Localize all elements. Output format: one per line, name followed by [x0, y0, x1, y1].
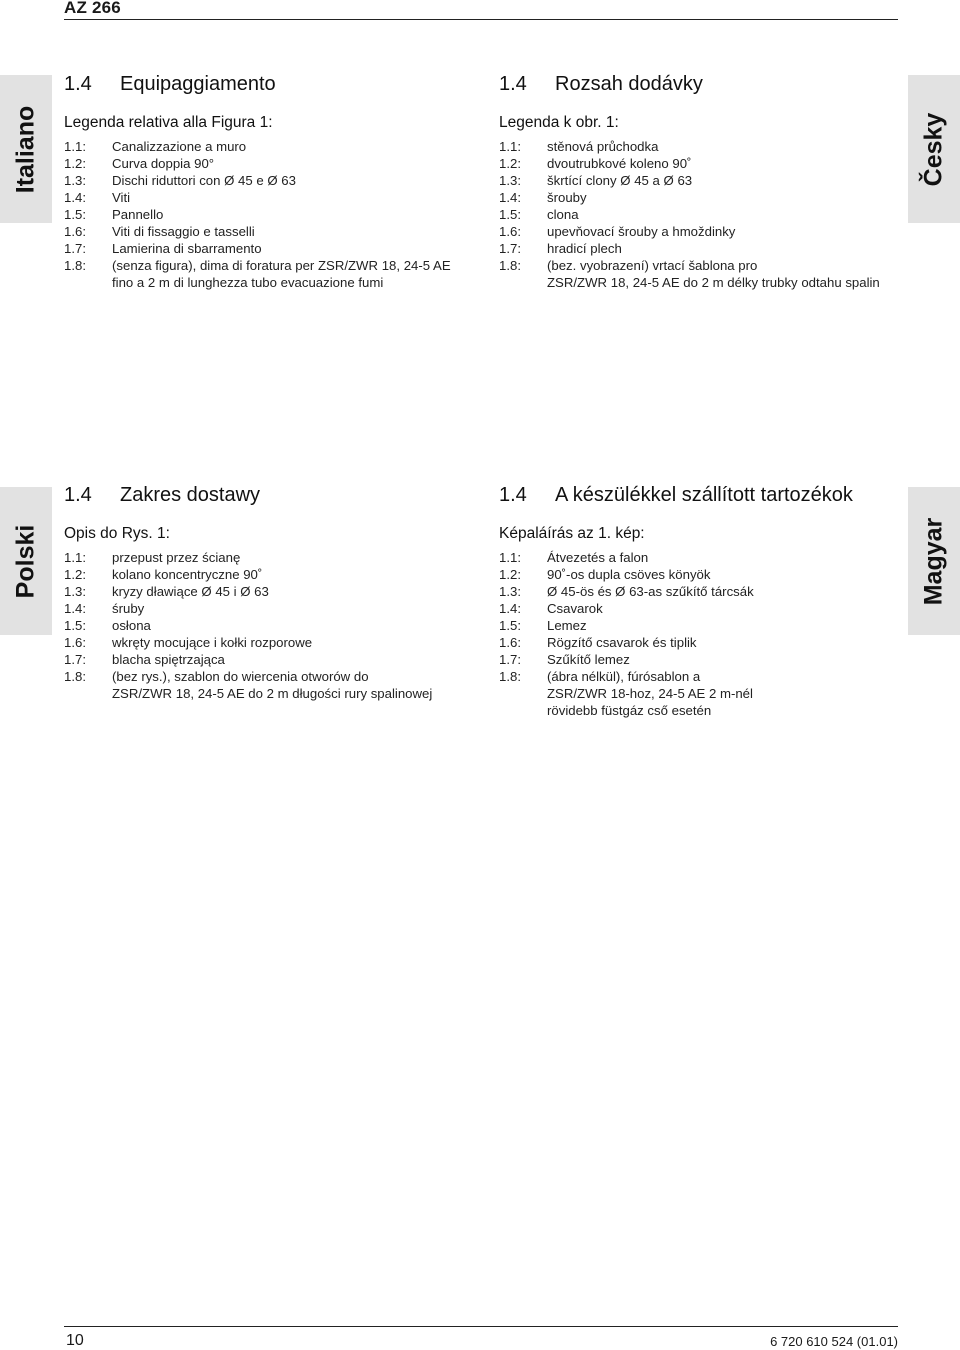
legend-title: Legenda relativa alla Figura 1: — [64, 114, 273, 131]
legend-item-text: (ábra nélkül), fúrósablon a — [547, 669, 701, 684]
legend-item-text: osłona — [112, 618, 151, 633]
legend-item-code — [499, 685, 547, 702]
legend-item-text: hradicí plech — [547, 241, 622, 256]
legend-item-code: 1.6: — [64, 224, 86, 239]
legend-item — [64, 685, 474, 702]
legend-item — [64, 600, 474, 617]
legend-item-text: Canalizzazione a muro — [112, 139, 247, 154]
legend-list — [64, 549, 474, 702]
legend-item-code — [64, 685, 112, 702]
legend-item — [64, 155, 474, 172]
legend-item-code: 1.8: — [499, 669, 521, 684]
legend-item — [64, 138, 474, 155]
legend-item-text: Szűkítő lemez — [547, 652, 630, 667]
legend-item-code: 1.5: — [64, 618, 86, 633]
language-tab-cesky — [908, 75, 960, 223]
legend-item-text: clona — [547, 207, 579, 222]
legend-item — [499, 702, 909, 719]
legend-item — [499, 274, 909, 291]
legend-item-text: blacha spiętrzająca — [112, 652, 225, 667]
legend-item-text: (bez. vyobrazení) vrtací šablona pro — [547, 258, 758, 273]
header-rule — [64, 19, 898, 20]
legend-item — [64, 223, 474, 240]
legend-item-code: 1.8: — [64, 258, 86, 273]
legend-item — [499, 651, 909, 668]
legend-item-code: 1.2: — [499, 156, 521, 171]
legend-item-code: 1.3: — [499, 173, 521, 188]
legend-item — [64, 240, 474, 257]
legend-item-code: 1.2: — [499, 567, 521, 582]
section-magyar — [499, 484, 909, 719]
legend-item-code: 1.7: — [64, 652, 86, 667]
section-italiano — [64, 73, 474, 291]
section-title: Equipaggiamento — [120, 73, 276, 95]
legend-item-code: 1.3: — [64, 173, 86, 188]
legend-item — [499, 634, 909, 651]
legend-item — [64, 566, 474, 583]
legend-item-text: ZSR/ZWR 18-hoz, 24-5 AE 2 m-nél — [547, 686, 753, 701]
legend-item-text: Pannello — [112, 207, 164, 222]
legend-item-code: 1.5: — [499, 207, 521, 222]
legend-item-code: 1.2: — [64, 567, 86, 582]
language-tab-magyar — [908, 487, 960, 635]
legend-item-code: 1.8: — [64, 669, 86, 684]
legend-item-code: 1.7: — [64, 241, 86, 256]
legend-title: Opis do Rys. 1: — [64, 525, 170, 542]
legend-item-code: 1.4: — [499, 190, 521, 205]
legend-item-text: śruby — [112, 601, 145, 616]
legend-item-text: Curva doppia 90° — [112, 156, 215, 171]
legend-item-text: (senza figura), dima di foratura per ZSR/ZWR 18, 24-5 AE — [112, 258, 451, 273]
section-number: 1.4 — [499, 73, 527, 95]
legend-item — [499, 223, 909, 240]
legend-item-code: 1.6: — [64, 635, 86, 650]
legend-item-code: 1.6: — [499, 224, 521, 239]
legend-item-code: 1.7: — [499, 652, 521, 667]
language-tab-label: Česky — [919, 112, 948, 186]
section-number: 1.4 — [64, 484, 92, 506]
legend-item-text: rövidebb füstgáz cső esetén — [547, 703, 712, 718]
legend-item-text: Viti — [112, 190, 131, 205]
legend-item-text: Átvezetés a falon — [547, 550, 649, 565]
legend-item — [64, 617, 474, 634]
language-tab-label: Magyar — [919, 517, 948, 605]
legend-item — [499, 257, 909, 274]
legend-item-code: 1.8: — [499, 258, 521, 273]
legend-item-code: 1.4: — [64, 601, 86, 616]
legend-item-code: 1.7: — [499, 241, 521, 256]
footer-rule — [64, 1326, 898, 1327]
legend-item-code — [499, 274, 547, 291]
legend-item-code: 1.1: — [64, 550, 86, 565]
legend-item-text: Lamierina di sbarramento — [112, 241, 262, 256]
legend-item-code: 1.4: — [64, 190, 86, 205]
legend-item — [64, 206, 474, 223]
legend-item-code: 1.3: — [499, 584, 521, 599]
legend-item — [499, 617, 909, 634]
legend-item — [64, 583, 474, 600]
legend-item-text: šrouby — [547, 190, 587, 205]
legend-item-text: dvoutrubkové koleno 90˚ — [547, 156, 692, 171]
legend-list — [499, 549, 909, 719]
section-heading — [64, 73, 474, 96]
legend-item — [64, 651, 474, 668]
legend-item — [64, 668, 474, 685]
legend-item-code: 1.1: — [64, 139, 86, 154]
section-heading — [499, 73, 909, 96]
legend-item-code: 1.5: — [64, 207, 86, 222]
legend-item — [499, 566, 909, 583]
section-number: 1.4 — [499, 484, 527, 506]
legend-title: Legenda k obr. 1: — [499, 114, 619, 131]
language-tab-label: Polski — [11, 524, 40, 598]
section-number: 1.4 — [64, 73, 92, 95]
legend-item-text: škrtící clony Ø 45 a Ø 63 — [547, 173, 693, 188]
legend-item-code: 1.5: — [499, 618, 521, 633]
legend-item-text: kryzy dławiące Ø 45 i Ø 63 — [112, 584, 269, 599]
legend-item-text: (bez rys.), szablon do wiercenia otworów do — [112, 669, 369, 684]
legend-item — [499, 583, 909, 600]
legend-item — [64, 549, 474, 566]
legend-item-text: Rögzítő csavarok és tiplik — [547, 635, 697, 650]
legend-item-text: upevňovací šrouby a hmoždinky — [547, 224, 736, 239]
page-number: 10 — [66, 1332, 84, 1349]
section-cesky — [499, 73, 909, 291]
legend-item-text: ZSR/ZWR 18, 24-5 AE do 2 m długości rury spalinowej — [112, 686, 433, 701]
legend-item-text: Dischi riduttori con Ø 45 e Ø 63 — [112, 173, 296, 188]
legend-item — [499, 685, 909, 702]
legend-item-code: 1.4: — [499, 601, 521, 616]
section-heading — [499, 484, 909, 507]
legend-item-text: stěnová průchodka — [547, 139, 659, 154]
legend-item-code: 1.1: — [499, 139, 521, 154]
legend-item — [499, 549, 909, 566]
legend-item — [64, 634, 474, 651]
section-polski — [64, 484, 474, 702]
section-title: A készülékkel szállított tartozékok — [555, 484, 853, 506]
legend-item-text: wkręty mocujące i kołki rozporowe — [112, 635, 313, 650]
legend-item — [499, 600, 909, 617]
document-code: 6 720 610 524 (01.01) — [770, 1334, 898, 1349]
section-title: Rozsah dodávky — [555, 73, 703, 95]
legend-list — [64, 138, 474, 291]
legend-item-code: 1.3: — [64, 584, 86, 599]
legend-item-text: ZSR/ZWR 18, 24-5 AE do 2 m délky trubky odtahu spalin — [547, 275, 880, 290]
legend-item-text: przepust przez ścianę — [112, 550, 241, 565]
legend-item — [64, 189, 474, 206]
legend-item — [64, 257, 474, 274]
legend-item-text: Csavarok — [547, 601, 603, 616]
legend-item — [64, 172, 474, 189]
section-heading — [64, 484, 474, 507]
legend-item-text: kolano koncentryczne 90˚ — [112, 567, 263, 582]
legend-item-text: Ø 45-ös és Ø 63-as szűkítő tárcsák — [547, 584, 754, 599]
legend-item — [499, 240, 909, 257]
document-title: AZ 266 — [64, 0, 121, 17]
section-title: Zakres dostawy — [120, 484, 261, 506]
legend-item — [499, 172, 909, 189]
legend-item — [499, 138, 909, 155]
language-tab-label: Italiano — [11, 105, 40, 193]
legend-item-code — [64, 274, 112, 291]
language-tab-polski — [0, 487, 52, 635]
legend-item-text: 90˚-os dupla csöves könyök — [547, 567, 711, 582]
legend-item — [499, 206, 909, 223]
language-tab-italiano — [0, 75, 52, 223]
legend-item — [499, 668, 909, 685]
legend-item — [499, 189, 909, 206]
legend-item-code: 1.6: — [499, 635, 521, 650]
legend-item-text: Lemez — [547, 618, 587, 633]
legend-item — [64, 274, 474, 291]
legend-title: Képaláírás az 1. kép: — [499, 525, 645, 542]
legend-item-code: 1.1: — [499, 550, 521, 565]
legend-item — [499, 155, 909, 172]
legend-item-code: 1.2: — [64, 156, 86, 171]
legend-item-text: fino a 2 m di lunghezza tubo evacuazione fumi — [112, 275, 384, 290]
legend-list — [499, 138, 909, 291]
legend-item-code — [499, 702, 547, 719]
legend-item-text: Viti di fissaggio e tasselli — [112, 224, 255, 239]
